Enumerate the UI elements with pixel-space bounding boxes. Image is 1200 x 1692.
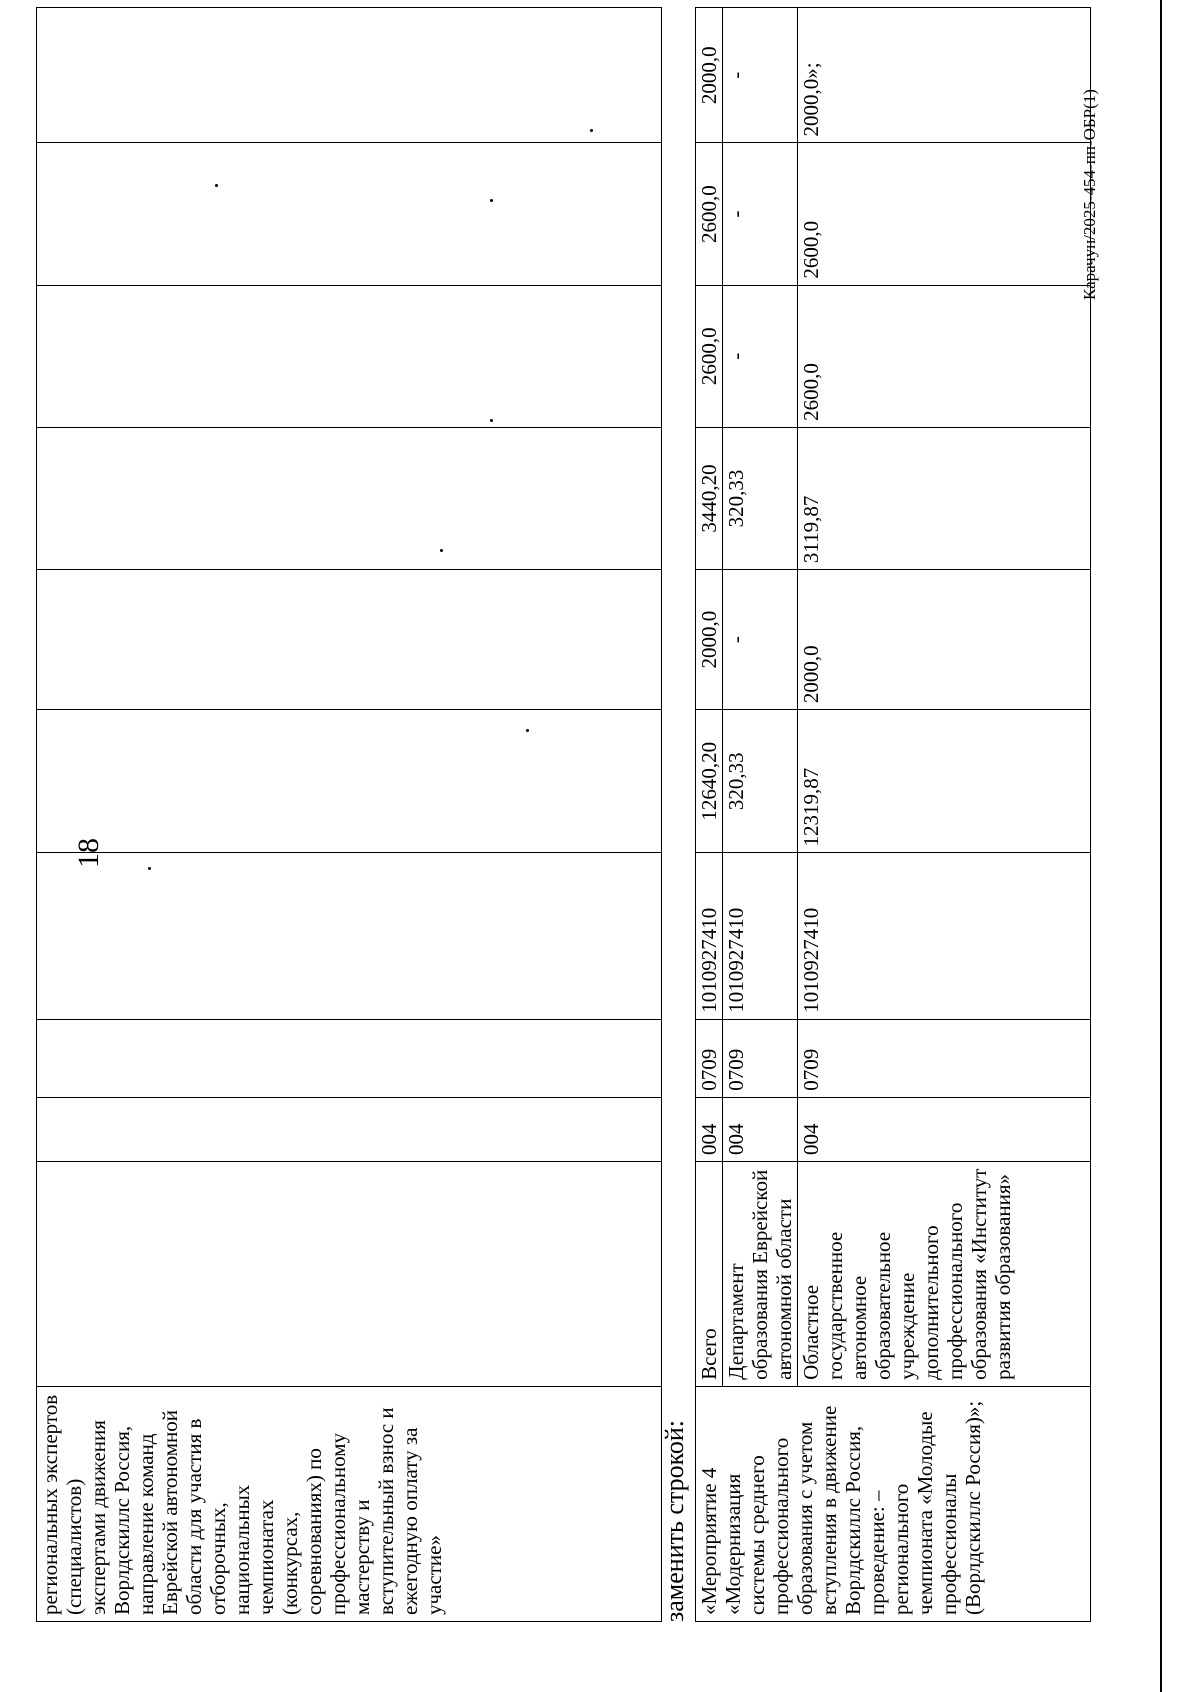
- scan-speck: [148, 867, 151, 870]
- replace-heading: заменить строкой:: [660, 1419, 689, 1622]
- scan-speck: [590, 129, 593, 132]
- scan-speck: [490, 199, 493, 202]
- table-row: Департамент образования Еврейской автономной области 004 0709 1010927410 320,33 - 320,33 - - -: [723, 8, 798, 1622]
- event-name-cell: региональных экспертов (специалистов) экспертами движения Ворлдскиллс Россия, направление команд Еврейской автономной области для участия в отборочных, национальных чемпионатах (конкурсах, соревнованиях) по профессиональному мастерству и вступительный взнос и ежегодную оплату за участие»: [37, 1386, 662, 1621]
- scan-speck: [440, 549, 443, 552]
- footer-reference: Карачун/2025-454-пп-ОБР(1): [1080, 89, 1099, 300]
- table-row: [37, 8, 662, 1622]
- scan-speck: [215, 184, 218, 187]
- page-number: 18: [72, 838, 105, 868]
- scan-speck: [490, 419, 493, 422]
- scan-speck: [526, 729, 529, 732]
- table-row: «Мероприятие 4 «Модернизация системы среднего профессионального образования с учетом вступления в движение Ворлдскиллс Россия, проведение: – регионального чемпионата «Молодые профессионалы (Ворлдскиллс Россия)»; Всего 004 0709 1010927410 12640,20 2000,0 3440,20 2600,0 2600,0 2000,0: [696, 8, 723, 1622]
- table-row: Областное государственное автономное образовательное учреждение дополнительного профессионального образования «Институт развития образования» 004 0709 1010927410 12319,87 2000,0 3119,87 2600,0 2600,0 2000,0»;: [798, 8, 1091, 1622]
- continued-table: [36, 7, 662, 1622]
- event-name-cell: «Мероприятие 4 «Модернизация системы среднего профессионального образования с учетом вступления в движение Ворлдскиллс Россия, проведение: – регионального чемпионата «Молодые профессионалы (Ворлдскиллс Россия)»;: [696, 1386, 1091, 1621]
- replacement-table: [695, 7, 1091, 1622]
